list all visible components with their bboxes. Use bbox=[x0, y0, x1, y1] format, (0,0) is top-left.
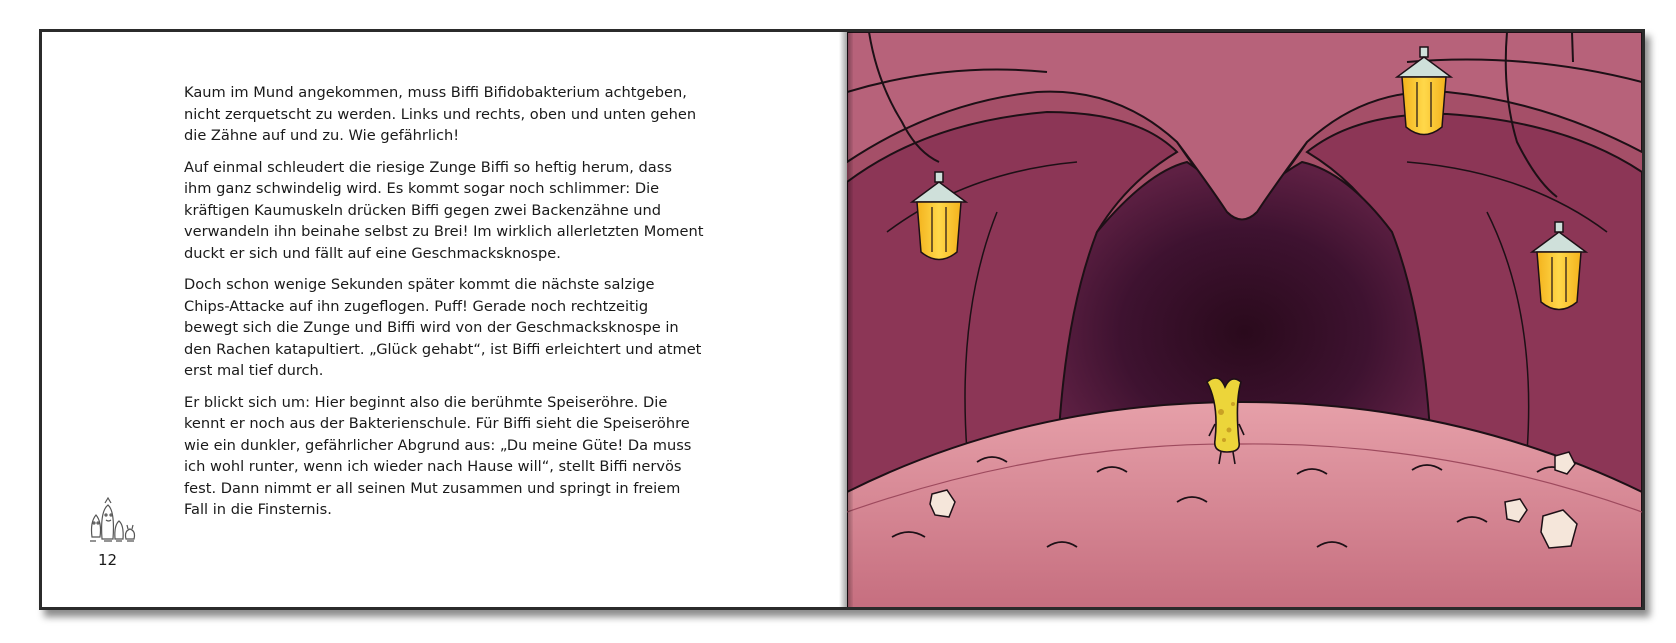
mouth-interior-illustration bbox=[847, 32, 1642, 607]
paragraph-1: Kaum im Mund angekommen, muss Biffi Bifidobakterium achtgeben, nicht zerquetscht zu werden. Links und rechts, oben und unten gehen die Zähne auf und zu. Wie gefährlich! bbox=[184, 84, 697, 144]
paragraph-4: Er blickt sich um: Hier beginnt also die berühmte Speiseröhre. Die kennt er noch aus der Bakterienschule. Für Biffi sieht die Speiseröhre wie ein dunkler, gefährlicher Abgrund aus: „Du meine Güte! Da muss ich wohl runter, wenn ich wieder nach Hause will“, stellt Biffi nervös fest. Dann nimmt er all seinen Mut zusammen und springt in freiem Fall in die Finsternis. bbox=[184, 393, 692, 518]
page-number: 12 bbox=[98, 551, 118, 569]
right-page bbox=[847, 32, 1642, 607]
paragraph-3: Doch schon wenige Sekunden später kommt die nächste salzige Chips-Attacke auf ihn zugeflogen. Puff! Gerade noch rechtzeitig bewegt sich die Zunge und Biffi wird von der Geschmacksknospe in den Rachen katapultiert. „Glück gehabt“, ist Biffi erleichtert und atmet erst mal tief durch. bbox=[184, 276, 702, 379]
book-spread bbox=[39, 29, 1645, 610]
left-page bbox=[42, 32, 847, 607]
story-text bbox=[184, 82, 704, 531]
bacteria-characters-icon bbox=[82, 497, 140, 547]
paragraph-2: Auf einmal schleudert die riesige Zunge Biffi so heftig herum, dass ihm ganz schwindelig wird. Es kommt sogar noch schlimmer: Die kräftigen Kaumuskeln drücken Biffi gegen zwei Backenzähne und verwandeln ihn beinahe selbst zu Brei! Im wirklich allerletzten Moment duckt er sich und fällt auf eine Geschmacksknospe. bbox=[184, 158, 704, 262]
